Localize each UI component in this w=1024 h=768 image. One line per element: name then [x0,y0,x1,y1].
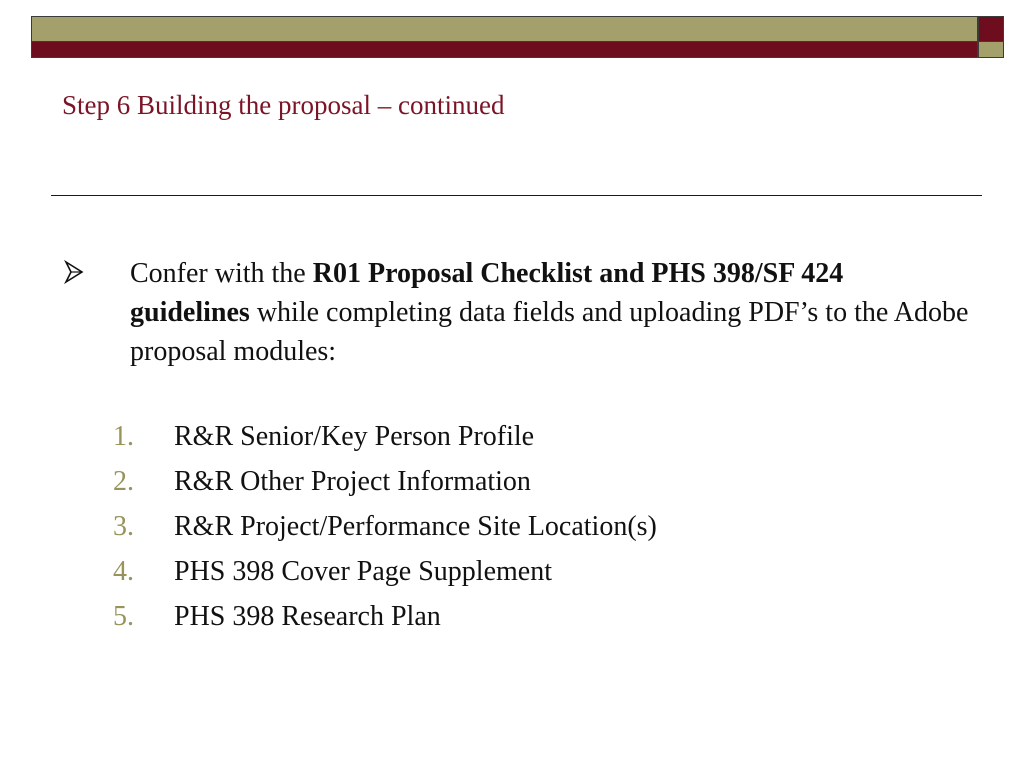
main-bullet-text [130,254,970,371]
list-item-number: 3. [113,511,134,542]
list-item-number: 1. [113,421,134,452]
list-item-number: 2. [113,466,134,497]
list-item [113,507,913,552]
list-item-text: PHS 398 Cover Page Supplement [174,556,552,587]
bullet-bold-text: R01 Proposal Checklist and PHS 398/SF 424 guidelines [130,258,844,328]
list-item [113,597,913,642]
header-olive-square [978,42,1004,58]
arrowhead-bullet-icon [64,258,84,286]
list-item [113,417,913,462]
bullet-text-after: while completing data fields and uploading PDF’s to the Adobe proposal modules: [130,297,969,367]
list-item [113,552,913,597]
header-maroon-bar [31,42,978,58]
header-maroon-square [978,16,1004,42]
list-item-text: PHS 398 Research Plan [174,601,441,632]
list-item-number: 4. [113,556,134,587]
list-item-number: 5. [113,601,134,632]
title-divider [51,195,982,196]
header-decoration [0,0,1024,70]
header-olive-bar [31,16,978,42]
slide-title: Step 6 Building the proposal – continued [62,90,505,120]
list-item-text: R&R Project/Performance Site Location(s) [174,511,657,542]
list-item-text: R&R Senior/Key Person Profile [174,421,535,452]
module-list [113,417,913,642]
list-item [113,462,913,507]
bullet-text-before: Confer with the [130,258,313,289]
list-item-text: R&R Other Project Information [174,466,531,497]
